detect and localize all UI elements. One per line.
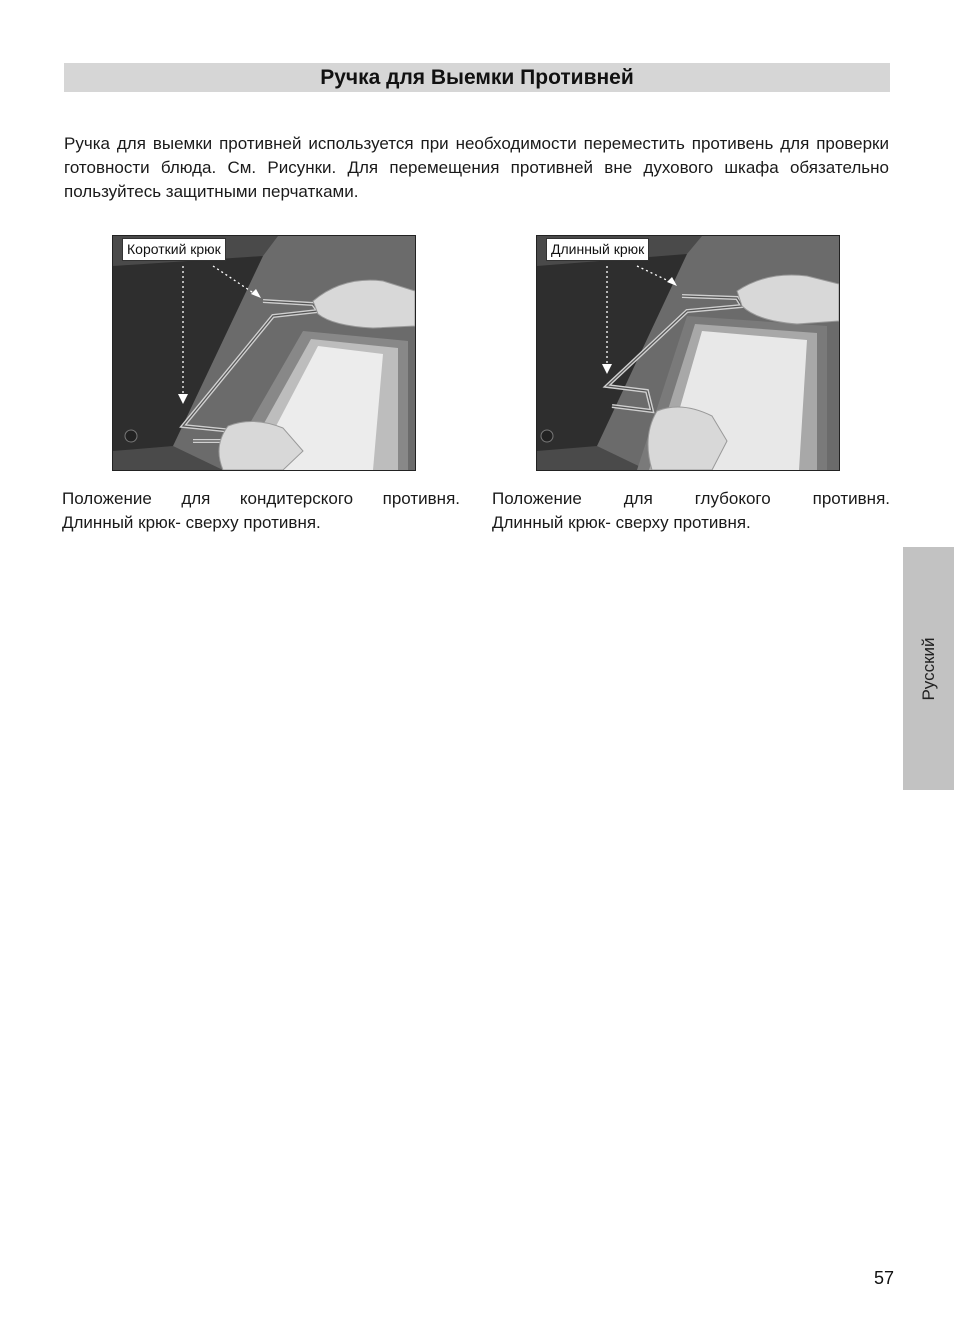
page-number: 57 [873,1268,894,1288]
caption-left [62,487,460,535]
caption-right-line2: Длинный крюк- сверху противня. [492,513,751,532]
figure-label-short-hook: Короткий крюк [122,238,226,261]
figure-long-hook [536,235,840,471]
caption-right [492,487,890,535]
intro-paragraph: Ручка для выемки противней используется при необходимости переместить противень для проверки готовности блюда. См. Рисунки. Для перемещения противней вне духового шкафа обязательно пользуйтесь защитными перчатками. [64,134,889,201]
language-label: Русский [918,636,938,701]
oven-tray-illustration [113,236,415,470]
figure-short-hook [112,235,416,471]
figure-label-long-hook: Длинный крюк [546,238,649,261]
oven-deep-tray-illustration [537,236,839,470]
caption-left-line2: Длинный крюк- сверху противня. [62,513,321,532]
language-side-tab [903,547,954,790]
section-title-bar [64,63,890,92]
caption-left-line1: Положение для кондитерского противня. [62,489,460,508]
caption-right-line1: Положение для глубокого противня. [492,489,890,508]
page-title: Ручка для Выемки Противней [320,66,634,89]
